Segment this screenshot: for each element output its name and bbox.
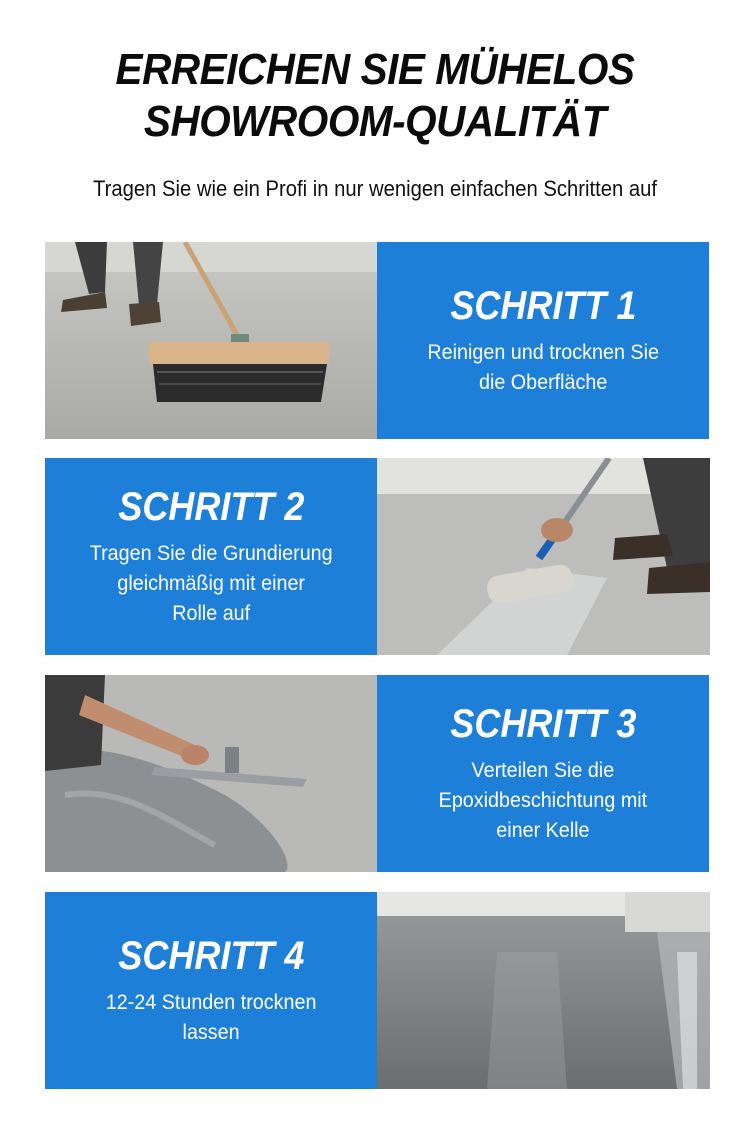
step-4-text: 12-24 Stunden trocknen lassen xyxy=(105,990,317,1044)
step-row-3 xyxy=(45,675,710,872)
page-subtitle: Tragen Sie wie ein Profi in nur wenigen einfachen Schritten auf xyxy=(92,176,658,201)
paint-roller-primer-photo xyxy=(377,458,710,655)
step-2-text: Tragen Sie die Grundierung gleichmäßig mit einer Rolle auf xyxy=(89,541,333,625)
title-line-2: SHOWROOM-QUALITÄT xyxy=(143,97,607,146)
step-row-2 xyxy=(45,458,710,655)
trowel-spreading-epoxy-photo xyxy=(45,675,378,872)
page-title xyxy=(30,44,720,148)
step-1-text: Reinigen und trocknen Sie die Oberfläche xyxy=(427,340,659,394)
step-4-title: SCHRITT 4 xyxy=(117,933,305,978)
title-line-1: ERREICHEN SIE MÜHELOS xyxy=(115,45,635,94)
step-4-panel xyxy=(45,892,377,1089)
step-3-text: Verteilen Sie die Epoxidbeschichtung mit einer Kelle xyxy=(438,758,648,842)
step-row-1 xyxy=(45,242,710,439)
step-2-panel xyxy=(45,458,377,655)
step-1-title: SCHRITT 1 xyxy=(449,283,637,328)
broom-sweeping-floor-photo xyxy=(45,242,378,439)
step-3-title: SCHRITT 3 xyxy=(449,701,637,746)
step-3-panel xyxy=(377,675,709,872)
glossy-finished-floor-photo xyxy=(377,892,710,1089)
step-row-4 xyxy=(45,892,710,1089)
step-1-panel xyxy=(377,242,709,439)
step-2-title: SCHRITT 2 xyxy=(117,484,305,529)
